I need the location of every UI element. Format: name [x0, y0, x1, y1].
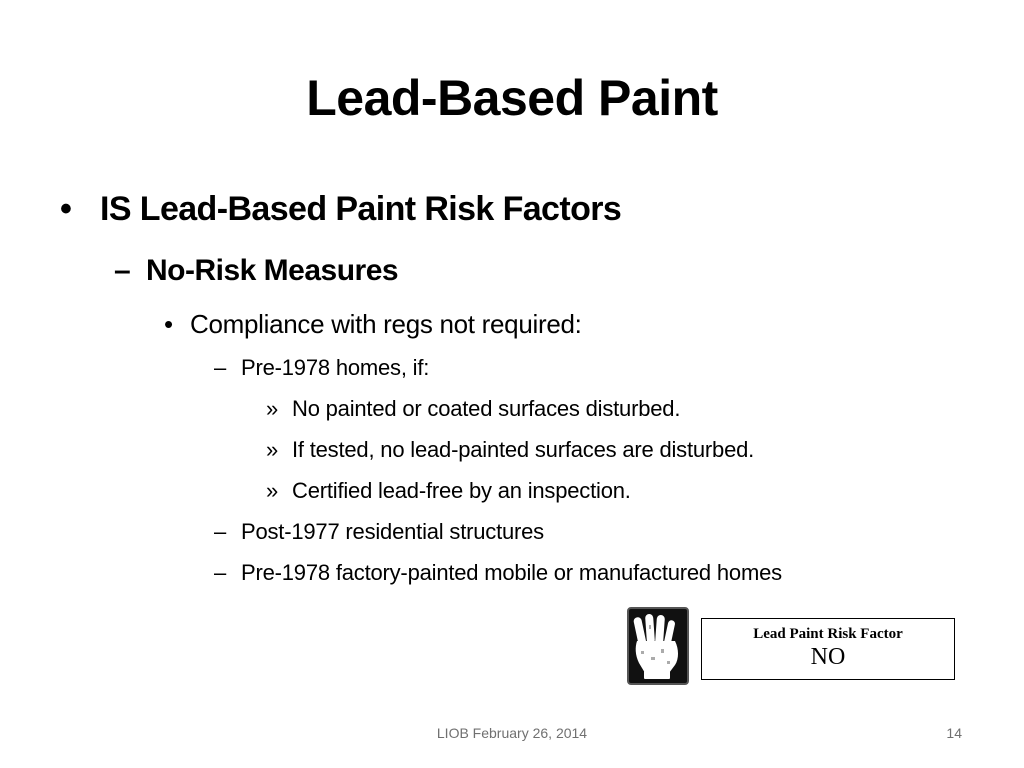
raquo-marker: »	[266, 396, 279, 421]
dash-marker: –	[214, 355, 227, 380]
bullet-text: No painted or coated surfaces disturbed.	[292, 396, 681, 421]
bullet-level-5	[266, 478, 631, 504]
bullet-text: No-Risk Measures	[146, 254, 399, 287]
bullet-level-5	[266, 396, 680, 422]
bullet-text: Pre-1978 homes, if:	[241, 355, 430, 380]
stop-hand-icon	[627, 607, 689, 685]
dash-marker: –	[114, 254, 131, 287]
page-number: 14	[946, 725, 962, 741]
bullet-level-3	[164, 309, 582, 340]
raquo-marker: »	[266, 478, 279, 503]
slide-title: Lead-Based Paint	[306, 70, 718, 126]
bullet-level-4	[214, 560, 782, 586]
bullet-level-5	[266, 437, 754, 463]
bullet-text: Post-1977 residential structures	[241, 519, 544, 544]
footer-date: LIOB February 26, 2014	[436, 725, 588, 741]
bullet-text: Pre-1978 factory-painted mobile or manufactured homes	[241, 560, 782, 585]
dash-marker: –	[214, 560, 227, 585]
bullet-level-4	[214, 355, 429, 381]
raquo-marker: »	[266, 437, 279, 462]
bullet-marker: •	[60, 190, 72, 228]
risk-factor-value: NO	[810, 644, 846, 670]
bullet-level-4	[214, 519, 544, 545]
bullet-text: IS Lead-Based Paint Risk Factors	[100, 190, 622, 228]
bullet-text: If tested, no lead-painted surfaces are disturbed.	[292, 437, 755, 462]
dash-marker: –	[214, 519, 227, 544]
bullet-marker: •	[164, 309, 173, 339]
bullet-text: Certified lead-free by an inspection.	[292, 478, 631, 503]
bullet-level-2	[114, 254, 398, 288]
bullet-text: Compliance with regs not required:	[190, 309, 582, 339]
risk-factor-box	[701, 618, 955, 680]
risk-factor-label: Lead Paint Risk Factor	[753, 626, 903, 642]
bullet-level-1	[60, 190, 621, 229]
